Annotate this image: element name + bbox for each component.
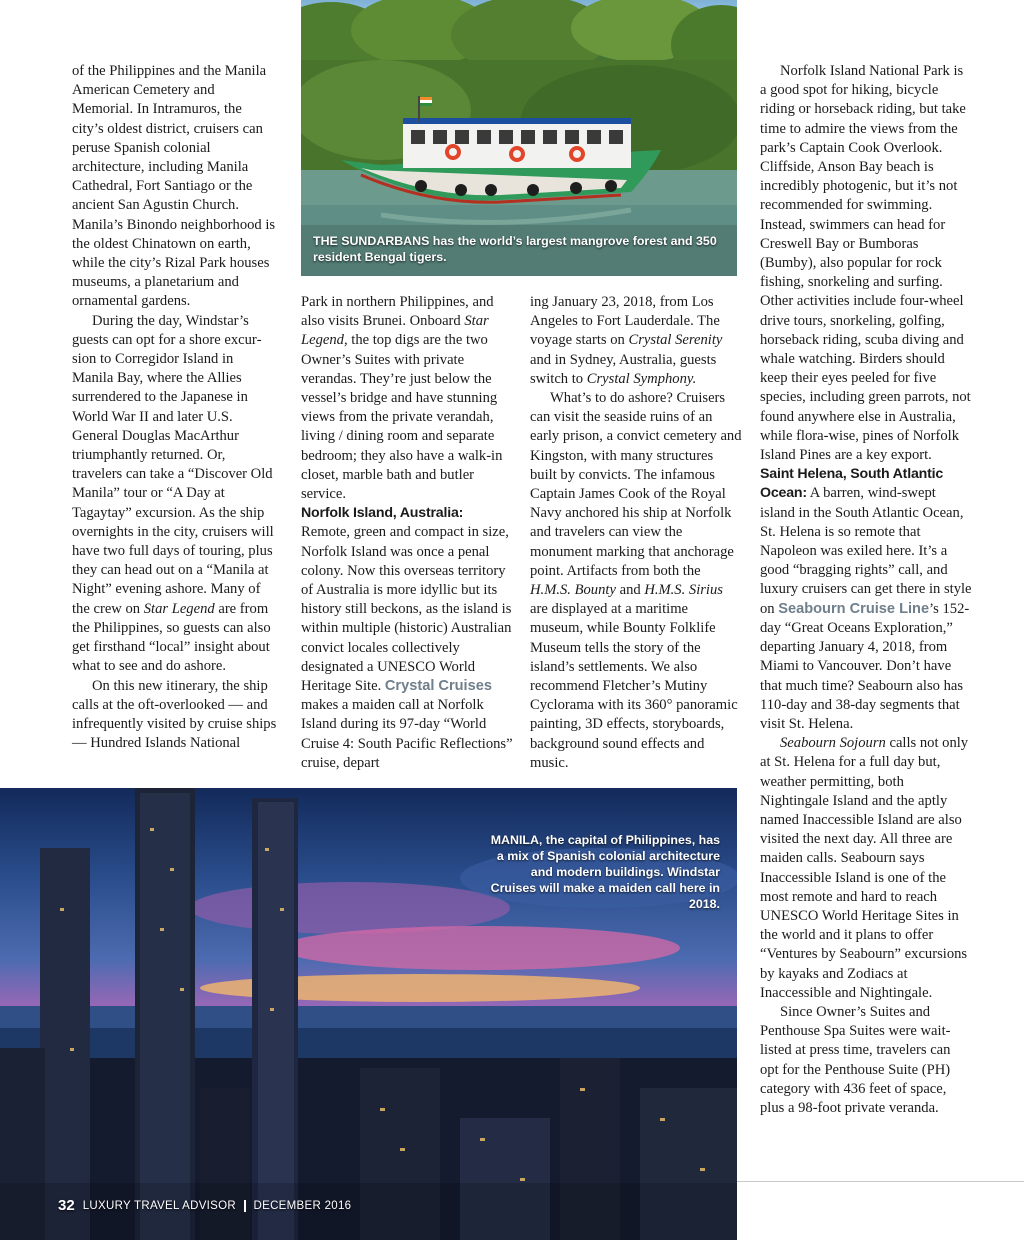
section-heading-norfolk: Norfolk Island, Australia: [301,505,464,522]
paragraph: ing January 23, 2018, from Los Angeles to Fort Lauderdale. The voyage starts on Crystal Serenity and in Sydney, Australia, guests switch to Crystal Symphony. [530,294,723,387]
paragraph: Norfolk Island, Australia: Remote, green and compact in size, Norfolk Island was once a penal colony. Now this overseas territory of Australia is more idyllic but its history still beckons, as the island is within multiple (historic) Australian convict locales collectively designated a UNESCO World Heritage Site. Crystal Cruises makes a maiden call at Norfolk Island during its 97-day “World Cruise 4: South Pacific Reflections” cruise, depart [301,505,513,771]
brand-crystal-cruises: Crystal Cruises [384,678,492,695]
article-column-4 [760,62,972,1118]
issue-date: DECEMBER 2016 [253,1199,352,1212]
article-column-1 [72,62,277,753]
paragraph: Since Owner’s Suites and Penthouse Spa Suites were waitlisted at press time, travelers can opt for the Penthouse Suite (PH) category with 436 feet of space, plus a 98-foot private veranda. [760,1003,951,1116]
paragraph: During the day, Windstar’s guests can opt for a shore excursion to Corregidor Island in Manila Bay, where the Allies surrendered to the Japanese in World War II and later U.S. General Douglas MacArthur triumphantly returned. Or, travelers can take a “Discover Old Manila” tour or “A Day at Tagaytay” excursion. As the ship overnights in the city, cruisers will have two full days of touring, plus they can head out on a “Manila at Night” evening ashore. Many of the crew on Star Legend are from the Philippines, so guests can also get firsthand “local” insight about what to see and do ashore. [72,312,274,675]
divider [737,1181,1024,1182]
publication-name: LUXURY TRAVEL ADVISOR [82,1199,236,1212]
manila-skyline-photo [0,788,737,1240]
sundarbans-caption: THE SUNDARBANS has the world’s largest mangrove forest and 350 resident Bengal tigers. [313,234,717,264]
page-number: 32 [58,1197,75,1214]
page-footer [58,1197,351,1214]
sundarbans-photo [301,0,737,276]
brand-seabourn: Seabourn Cruise Line [778,600,930,617]
paragraph: What’s to do ashore? Cruisers can visit the seaside ruins of an early prison, a convict cemetery and Kingston, with many structures built by convicts. The infamous Captain James Cook of the Royal Navy anchored his ship at Norfolk and travelers can view the monument marking that anchorage point. Artifacts from both the H.M.S. Bounty and H.M.S. Sirius are displayed at a maritime museum, while Bounty Folklife Museum tells the story of the island’s settlements. We also recommend Fletcher’s Mutiny Cyclorama with its 360° panoramic painting, 3D effects, storyboards, background sound effects and music. [530,390,742,771]
article-column-2 [301,293,513,773]
manila-caption: MANILA, the capital of Philippines, has a mix of Spanish colonial architecture and modern buildings. Windstar Cruises will make a maiden call here in 2018. [490,833,720,911]
article-column-3 [530,293,742,773]
paragraph: of the Philippines and the Manila American Cemetery and Memorial. In Intramuros, the city’s oldest district, cruisers can peruse Spanish colonial architecture, including Manila Cathedral, Fort Santiago or the ancient San Agustin Church. Manila’s Binondo neighborhood is the oldest Chinatown on earth, while the city’s Rizal Park houses museums, a planetarium and ornamental gardens. [72,63,276,310]
section-heading-saint-helena: Saint Helena, South Atlantic Ocean: [760,466,944,502]
paragraph: Park in northern Philippines, and also visits Brunei. Onboard Star Legend, the top digs are the two Owner’s Suites with private verandas. They’re just below the vessel’s bridge and have stunning views from the private verandah, living / dining room and separate bedroom; they also have a walk-in closet, marble bath and butler service. [301,294,503,503]
paragraph: On this new itinerary, the ship calls at the oft-overlooked — and infrequently visited by cruise ships — Hundred Islands National [72,677,277,752]
paragraph: Seabourn Sojourn calls not only at St. Helena for a full day but, weather permitting, both Nightingale Island and the aptly named Inaccessible Island are also visited the next day. All three are maiden calls. Seabourn says Inaccessible Island is one of the most remote and hard to reach UNESCO World Heritage Sites in the world and it plans to offer “Ventures by Seabourn” excursions by kayaks and Zodiacs at Inaccessible and Nightingale. [760,735,969,1001]
paragraph: Saint Helena, South Atlantic Ocean: A barren, wind-swept island in the South Atlantic Ocean, St. Helena is so remote that Napoleon was exiled here. It’s a good “bragging rights” call, and luxury cruisers can get there in style on Seabourn Cruise Line’s 152-day “Great Oceans Exploration,” departing January 4, 2018, from Miami to Vancouver. Don’t have that much time? Seabourn also has 110-day and 38-day segments that visit St. Helena. [760,466,972,732]
paragraph: Norfolk Island National Park is a good spot for hiking, bicycle riding or horseback riding, but take time to admire the views from the park’s Captain Cook Overlook. Cliffside, Anson Bay beach is incredibly photogenic, but it’s not recommended for swimming. Instead, swimmers can head for Creswell Bay or Bumboras (Bumby), also popular for rock fishing, snorkeling and surfing. Other activities include four-wheel drive tours, snorkeling, golfing, horseback riding, scuba diving and whale watching. Birders should keep their eyes peeled for five species, including green parrots, not found anywhere else in Australia, while flora-wise, pines of Norfolk Island Pines are a key export. [760,63,971,464]
divider [244,1200,246,1212]
